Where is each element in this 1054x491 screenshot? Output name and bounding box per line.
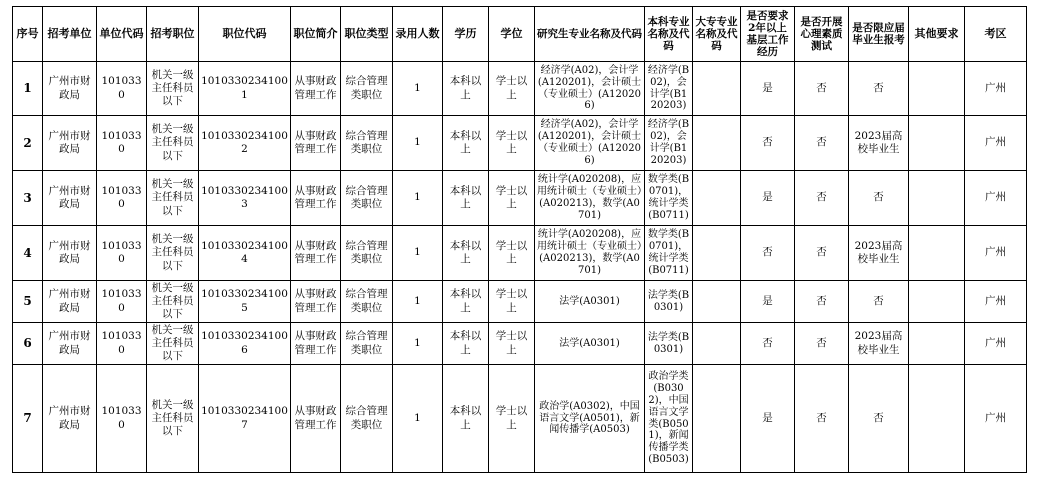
cell-index: 6 (13, 323, 43, 365)
cell-exam-area: 广州 (965, 226, 1027, 281)
cell-degree: 学士以上 (489, 171, 535, 226)
cell-college-major (693, 171, 741, 226)
cell-undergrad-major: 经济学(B02)，会计学(B120203) (645, 62, 693, 116)
cell-unit: 广州市财政局 (43, 323, 97, 365)
cell-psych-test: 否 (795, 281, 849, 323)
cell-college-major (693, 281, 741, 323)
cell-grassroots-exp: 否 (741, 226, 795, 281)
cell-unit: 广州市财政局 (43, 62, 97, 116)
table-row (13, 365, 1027, 473)
header-col-other-req: 其他要求 (909, 7, 965, 62)
header-col-hires: 录用人数 (393, 7, 443, 62)
cell-unit: 广州市财政局 (43, 281, 97, 323)
header-col-exam-area: 考区 (965, 7, 1027, 62)
header-row (13, 7, 1027, 62)
cell-type: 综合管理类职位 (341, 226, 393, 281)
cell-exam-area: 广州 (965, 171, 1027, 226)
cell-education: 本科以上 (443, 226, 489, 281)
cell-degree: 学士以上 (489, 281, 535, 323)
table-row (13, 323, 1027, 365)
header-col-index: 序号 (13, 7, 43, 62)
cell-grassroots-exp: 否 (741, 323, 795, 365)
cell-position-code: 10103302341002 (199, 116, 291, 171)
cell-other-req (909, 281, 965, 323)
cell-type: 综合管理类职位 (341, 281, 393, 323)
cell-education: 本科以上 (443, 323, 489, 365)
cell-description: 从事财政管理工作 (291, 226, 341, 281)
cell-undergrad-major: 法学类(B0301) (645, 281, 693, 323)
cell-grad-major: 法学(A0301) (535, 281, 645, 323)
cell-position: 机关一级主任科员以下 (147, 365, 199, 473)
cell-college-major (693, 62, 741, 116)
cell-undergrad-major: 数学类(B0701)，统计学类(B0711) (645, 171, 693, 226)
cell-unit: 广州市财政局 (43, 365, 97, 473)
cell-type: 综合管理类职位 (341, 365, 393, 473)
cell-undergrad-major: 经济学(B02)，会计学(B120203) (645, 116, 693, 171)
cell-grassroots-exp: 是 (741, 62, 795, 116)
cell-fresh-grad-only: 否 (849, 171, 909, 226)
header-col-psych-test: 是否开展心理素质测试 (795, 7, 849, 62)
header-col-college-major: 大专专业名称及代码 (693, 7, 741, 62)
header-col-education: 学历 (443, 7, 489, 62)
header-col-type: 职位类型 (341, 7, 393, 62)
cell-psych-test: 否 (795, 323, 849, 365)
cell-position-code: 10103302341005 (199, 281, 291, 323)
table-row (13, 171, 1027, 226)
cell-fresh-grad-only: 否 (849, 365, 909, 473)
cell-description: 从事财政管理工作 (291, 171, 341, 226)
cell-other-req (909, 226, 965, 281)
cell-unit: 广州市财政局 (43, 116, 97, 171)
cell-hires: 1 (393, 116, 443, 171)
cell-hires: 1 (393, 62, 443, 116)
cell-exam-area: 广州 (965, 116, 1027, 171)
header-col-grad-major: 研究生专业名称及代码 (535, 7, 645, 62)
cell-type: 综合管理类职位 (341, 62, 393, 116)
cell-fresh-grad-only: 2023届高校毕业生 (849, 323, 909, 365)
cell-psych-test: 否 (795, 62, 849, 116)
cell-hires: 1 (393, 171, 443, 226)
cell-other-req (909, 323, 965, 365)
cell-exam-area: 广州 (965, 281, 1027, 323)
cell-position-code: 10103302341003 (199, 171, 291, 226)
header-col-unit-code: 单位代码 (97, 7, 147, 62)
header-col-description: 职位简介 (291, 7, 341, 62)
cell-undergrad-major: 法学类(B0301) (645, 323, 693, 365)
cell-exam-area: 广州 (965, 323, 1027, 365)
cell-degree: 学士以上 (489, 323, 535, 365)
cell-psych-test: 否 (795, 171, 849, 226)
cell-index: 7 (13, 365, 43, 473)
cell-education: 本科以上 (443, 365, 489, 473)
cell-grassroots-exp: 是 (741, 171, 795, 226)
cell-position-code: 10103302341006 (199, 323, 291, 365)
cell-hires: 1 (393, 226, 443, 281)
cell-hires: 1 (393, 365, 443, 473)
cell-other-req (909, 62, 965, 116)
cell-position: 机关一级主任科员以下 (147, 62, 199, 116)
cell-college-major (693, 365, 741, 473)
cell-education: 本科以上 (443, 281, 489, 323)
cell-position: 机关一级主任科员以下 (147, 226, 199, 281)
cell-grassroots-exp: 否 (741, 116, 795, 171)
cell-position-code: 10103302341001 (199, 62, 291, 116)
header-col-grassroots-exp: 是否要求2年以上基层工作经历 (741, 7, 795, 62)
cell-other-req (909, 365, 965, 473)
cell-description: 从事财政管理工作 (291, 365, 341, 473)
cell-position-code: 10103302341007 (199, 365, 291, 473)
cell-index: 2 (13, 116, 43, 171)
cell-degree: 学士以上 (489, 365, 535, 473)
cell-college-major (693, 116, 741, 171)
cell-exam-area: 广州 (965, 62, 1027, 116)
cell-position: 机关一级主任科员以下 (147, 116, 199, 171)
cell-unit-code: 1010330 (97, 62, 147, 116)
cell-undergrad-major: 政治学类(B0302)，中国语言文学类(B0501)，新闻传播学类(B0503) (645, 365, 693, 473)
cell-index: 1 (13, 62, 43, 116)
cell-psych-test: 否 (795, 226, 849, 281)
cell-grad-major: 经济学(A02)，会计学(A120201)，会计硕士（专业硕士）(A120206) (535, 116, 645, 171)
cell-other-req (909, 116, 965, 171)
header-col-fresh-grad-only: 是否限应届毕业生报考 (849, 7, 909, 62)
cell-degree: 学士以上 (489, 226, 535, 281)
table-row (13, 226, 1027, 281)
cell-other-req (909, 171, 965, 226)
cell-psych-test: 否 (795, 116, 849, 171)
cell-college-major (693, 323, 741, 365)
cell-fresh-grad-only: 2023届高校毕业生 (849, 116, 909, 171)
cell-hires: 1 (393, 281, 443, 323)
cell-grad-major: 统计学(A020208)，应用统计硕士（专业硕士）(A020213)，数学(A0701) (535, 171, 645, 226)
cell-grad-major: 经济学(A02)，会计学(A120201)，会计硕士（专业硕士）(A120206) (535, 62, 645, 116)
table-row (13, 116, 1027, 171)
header-col-position-code: 职位代码 (199, 7, 291, 62)
cell-fresh-grad-only: 否 (849, 62, 909, 116)
cell-position: 机关一级主任科员以下 (147, 171, 199, 226)
cell-education: 本科以上 (443, 171, 489, 226)
cell-unit-code: 1010330 (97, 116, 147, 171)
cell-unit-code: 1010330 (97, 281, 147, 323)
cell-index: 3 (13, 171, 43, 226)
recruitment-table (12, 6, 1027, 473)
cell-unit: 广州市财政局 (43, 171, 97, 226)
cell-unit-code: 1010330 (97, 323, 147, 365)
cell-hires: 1 (393, 323, 443, 365)
cell-description: 从事财政管理工作 (291, 323, 341, 365)
cell-unit: 广州市财政局 (43, 226, 97, 281)
cell-education: 本科以上 (443, 62, 489, 116)
table-row (13, 62, 1027, 116)
cell-description: 从事财政管理工作 (291, 281, 341, 323)
cell-fresh-grad-only: 2023届高校毕业生 (849, 226, 909, 281)
cell-type: 综合管理类职位 (341, 116, 393, 171)
cell-type: 综合管理类职位 (341, 171, 393, 226)
cell-position: 机关一级主任科员以下 (147, 323, 199, 365)
cell-unit-code: 1010330 (97, 226, 147, 281)
cell-degree: 学士以上 (489, 62, 535, 116)
cell-grad-major: 法学(A0301) (535, 323, 645, 365)
header-col-unit: 招考单位 (43, 7, 97, 62)
header-col-undergrad-major: 本科专业名称及代码 (645, 7, 693, 62)
cell-unit-code: 1010330 (97, 171, 147, 226)
cell-description: 从事财政管理工作 (291, 62, 341, 116)
cell-index: 5 (13, 281, 43, 323)
cell-undergrad-major: 数学类(B0701)，统计学类(B0711) (645, 226, 693, 281)
cell-unit-code: 1010330 (97, 365, 147, 473)
cell-grassroots-exp: 是 (741, 365, 795, 473)
cell-college-major (693, 226, 741, 281)
table-body (13, 62, 1027, 473)
cell-index: 4 (13, 226, 43, 281)
cell-education: 本科以上 (443, 116, 489, 171)
cell-grassroots-exp: 是 (741, 281, 795, 323)
cell-position-code: 10103302341004 (199, 226, 291, 281)
header-col-position: 招考职位 (147, 7, 199, 62)
cell-exam-area: 广州 (965, 365, 1027, 473)
cell-position: 机关一级主任科员以下 (147, 281, 199, 323)
table-row (13, 281, 1027, 323)
header-col-degree: 学位 (489, 7, 535, 62)
cell-type: 综合管理类职位 (341, 323, 393, 365)
cell-grad-major: 统计学(A020208)，应用统计硕士（专业硕士）(A020213)，数学(A0701) (535, 226, 645, 281)
cell-psych-test: 否 (795, 365, 849, 473)
cell-description: 从事财政管理工作 (291, 116, 341, 171)
cell-fresh-grad-only: 否 (849, 281, 909, 323)
cell-degree: 学士以上 (489, 116, 535, 171)
cell-grad-major: 政治学(A0302)，中国语言文学(A0501)，新闻传播学(A0503) (535, 365, 645, 473)
